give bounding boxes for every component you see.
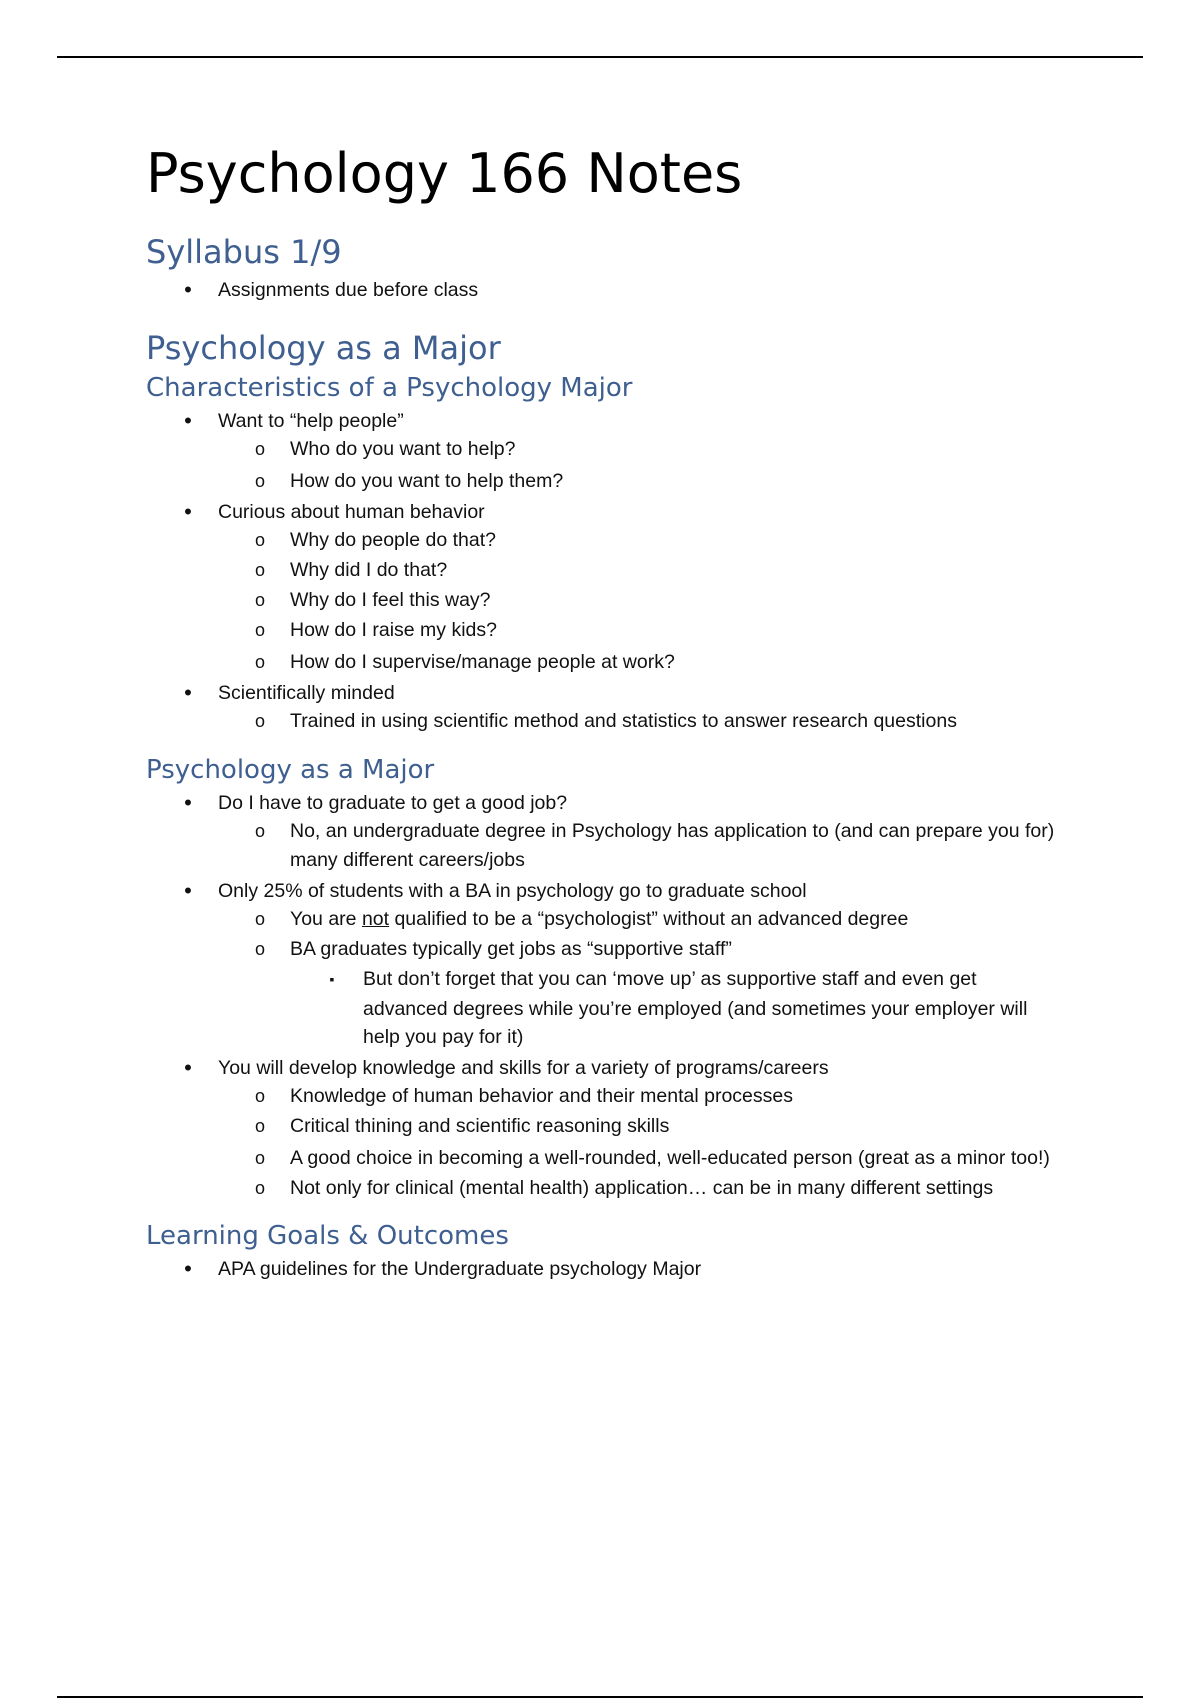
heading-psychology-major-sub: Psychology as a Major bbox=[146, 755, 435, 785]
bullet-icon: • bbox=[184, 1055, 192, 1080]
list-item-text: help you pay for it) bbox=[363, 1026, 524, 1048]
bullet-icon: • bbox=[184, 408, 192, 433]
list-item-text: You will develop knowledge and skills for a variety of programs/careers bbox=[218, 1057, 829, 1079]
circle-bullet-icon: o bbox=[254, 439, 265, 459]
heading-syllabus: Syllabus 1/9 bbox=[146, 233, 342, 271]
list-item-text: How do I supervise/manage people at work? bbox=[290, 651, 675, 673]
list-item-text: Trained in using scientific method and statistics to answer research questions bbox=[290, 710, 957, 732]
list-item-text: How do you want to help them? bbox=[290, 470, 564, 492]
footer-rule bbox=[57, 1696, 1143, 1698]
list-item-text: Knowledge of human behavior and their mental processes bbox=[290, 1085, 793, 1107]
list-item-text: advanced degrees while you’re employed (and sometimes your employer will bbox=[363, 998, 1028, 1020]
heading-psychology-major: Psychology as a Major bbox=[146, 329, 501, 367]
list-item-text: APA guidelines for the Undergraduate psychology Major bbox=[218, 1258, 702, 1280]
list-item-text: Do I have to graduate to get a good job? bbox=[218, 792, 568, 814]
emphasis-underline: not bbox=[361, 908, 390, 930]
circle-bullet-icon: o bbox=[254, 711, 265, 731]
circle-bullet-icon: o bbox=[254, 590, 265, 610]
heading-learning-goals: Learning Goals & Outcomes bbox=[146, 1221, 509, 1251]
header-rule bbox=[57, 56, 1143, 58]
bullet-icon: • bbox=[184, 680, 192, 705]
list-item-text: Critical thining and scientific reasoning skills bbox=[290, 1115, 670, 1137]
circle-bullet-icon: o bbox=[254, 821, 265, 841]
circle-bullet-icon: o bbox=[254, 471, 265, 491]
circle-bullet-icon: o bbox=[254, 652, 265, 672]
list-item-text: Want to “help people” bbox=[218, 410, 404, 432]
list-item-text: A good choice in becoming a well-rounded, well-educated person (great as a minor too!) bbox=[290, 1147, 1050, 1169]
document-title: Psychology 166 Notes bbox=[146, 142, 743, 205]
circle-bullet-icon: o bbox=[254, 560, 265, 580]
heading-characteristics: Characteristics of a Psychology Major bbox=[146, 373, 633, 403]
list-item-text: Curious about human behavior bbox=[218, 501, 485, 523]
bullet-icon: • bbox=[184, 1256, 192, 1281]
circle-bullet-icon: o bbox=[254, 1086, 265, 1106]
list-item-text: Why do I feel this way? bbox=[290, 589, 491, 611]
circle-bullet-icon: o bbox=[254, 620, 265, 640]
list-item-text: Who do you want to help? bbox=[290, 438, 516, 460]
circle-bullet-icon: o bbox=[254, 1178, 265, 1198]
circle-bullet-icon: o bbox=[254, 530, 265, 550]
list-item-text: many different careers/jobs bbox=[290, 849, 525, 871]
circle-bullet-icon: o bbox=[254, 1116, 265, 1136]
bullet-icon: • bbox=[184, 499, 192, 524]
list-item-text: Assignments due before class bbox=[218, 279, 479, 301]
circle-bullet-icon: o bbox=[254, 909, 265, 929]
circle-bullet-icon: o bbox=[254, 1148, 265, 1168]
square-bullet-icon: ▪ bbox=[329, 971, 335, 987]
list-item-text: BA graduates typically get jobs as “supportive staff” bbox=[290, 938, 732, 960]
list-item-text: Why did I do that? bbox=[290, 559, 448, 581]
list-item-text: Not only for clinical (mental health) application… can be in many different settings bbox=[290, 1177, 994, 1199]
list-item-text: No, an undergraduate degree in Psychology has application to (and can prepare you for) bbox=[290, 820, 1055, 842]
circle-bullet-icon: o bbox=[254, 939, 265, 959]
list-item-text: How do I raise my kids? bbox=[290, 619, 497, 641]
list-item-text: Only 25% of students with a BA in psychology go to graduate school bbox=[218, 880, 807, 902]
list-item-text: But don’t forget that you can ‘move up’ as supportive staff and even get bbox=[363, 968, 977, 990]
bullet-icon: • bbox=[184, 277, 192, 302]
list-item-text: You are not qualified to be a “psychologist” without an advanced degree bbox=[290, 908, 909, 930]
bullet-icon: • bbox=[184, 878, 192, 903]
list-item-text: Why do people do that? bbox=[290, 529, 496, 551]
list-item-text: Scientifically minded bbox=[218, 682, 395, 704]
bullet-icon: • bbox=[184, 790, 192, 815]
